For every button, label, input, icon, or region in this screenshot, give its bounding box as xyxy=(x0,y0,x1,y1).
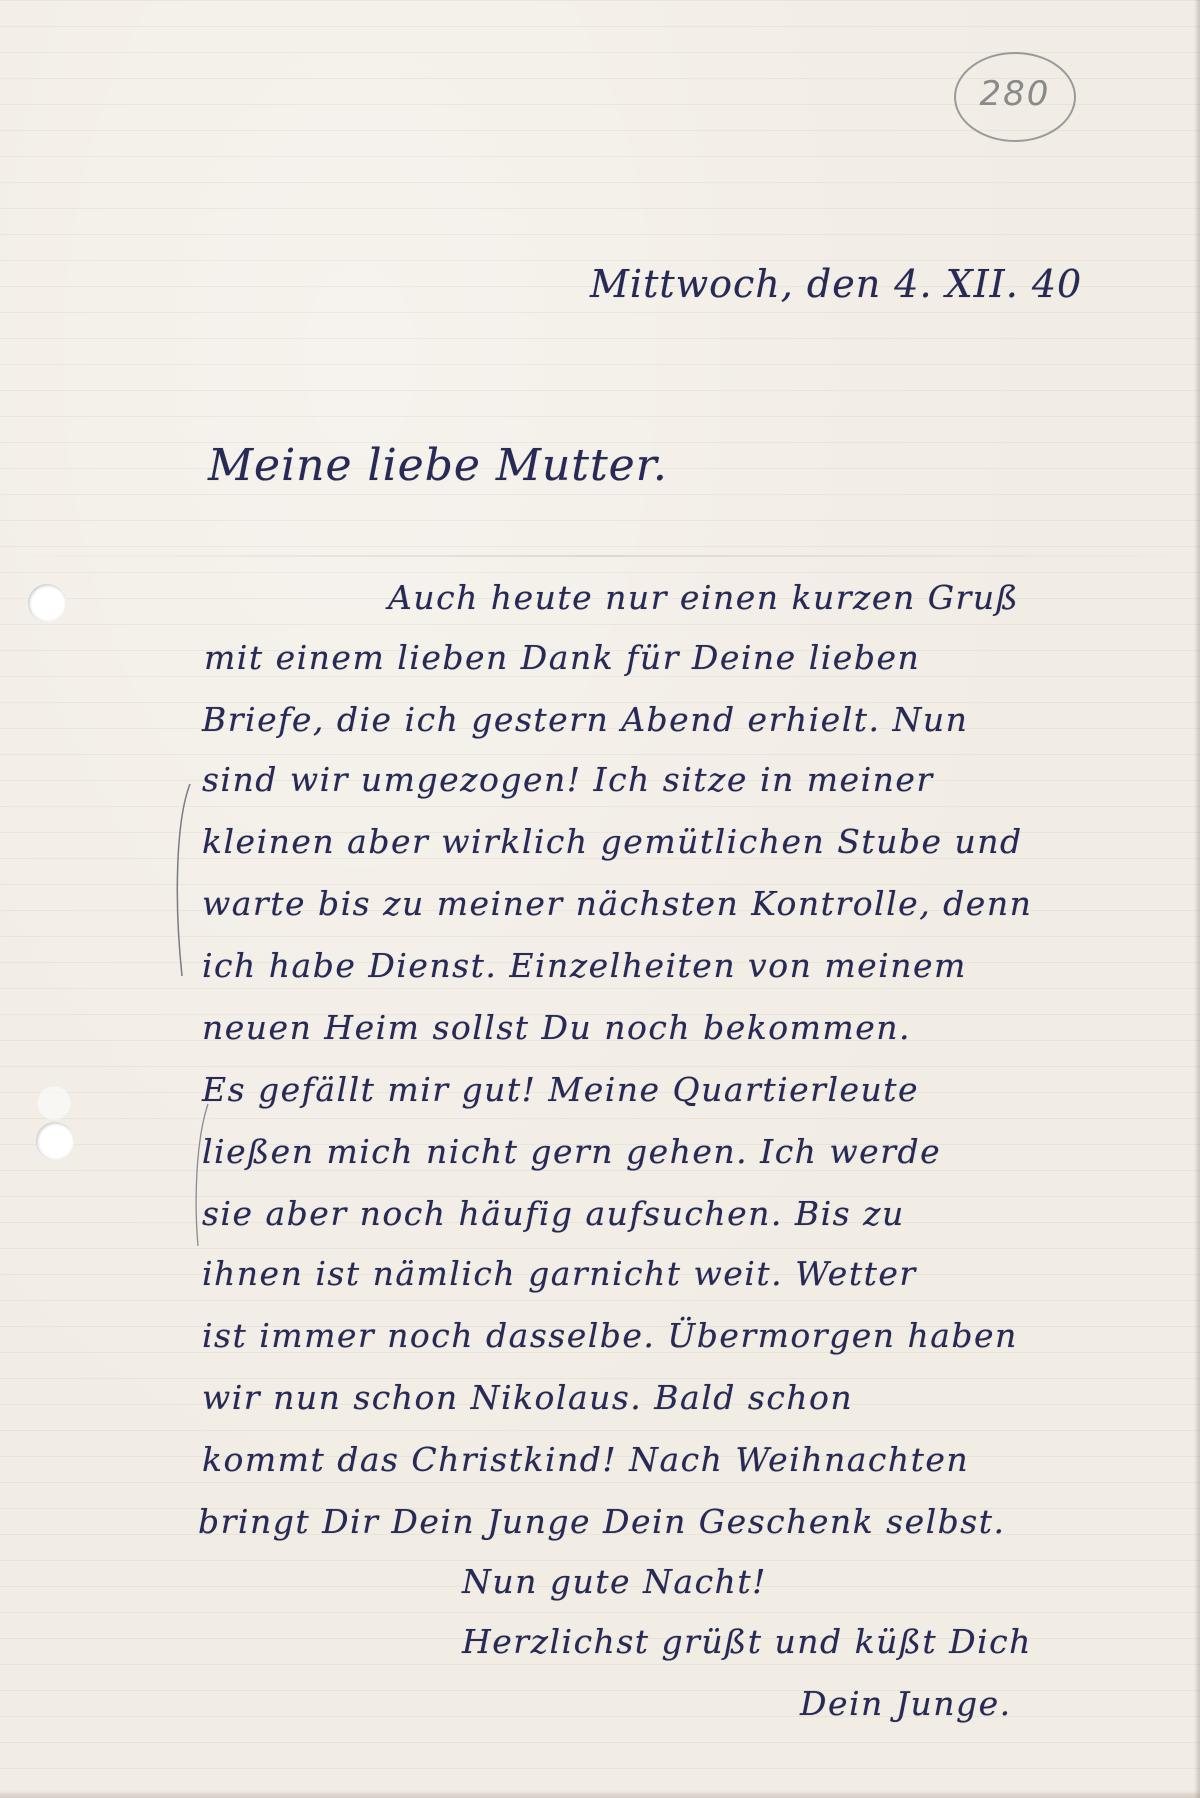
body-line: sie aber noch häufig aufsuchen. Bis zu xyxy=(202,1194,905,1233)
punch-hole-faint xyxy=(36,1085,72,1121)
punch-hole-top xyxy=(28,584,66,622)
body-line: Briefe, die ich gestern Abend erhielt. Nun xyxy=(202,700,969,739)
body-line: Auch heute nur einen kurzen Gruß xyxy=(388,578,1020,617)
body-line: ließen mich nicht gern gehen. Ich werde xyxy=(202,1132,942,1171)
page-right-edge xyxy=(1194,0,1200,1798)
body-line: bringt Dir Dein Junge Dein Geschenk selbst. xyxy=(198,1502,1006,1541)
closing-greeting: Herzlichst grüßt und küßt Dich xyxy=(462,1622,1032,1661)
body-line: kommt das Christkind! Nach Weihnachten xyxy=(202,1440,970,1479)
body-line: sind wir umgezogen! Ich sitze in meiner xyxy=(202,760,934,799)
letter-salutation: Meine liebe Mutter. xyxy=(208,440,668,491)
body-line: ist immer noch dasselbe. Übermorgen haben xyxy=(202,1316,1018,1355)
body-line: kleinen aber wirklich gemütlichen Stube und xyxy=(202,822,1023,861)
punch-hole-bottom xyxy=(36,1122,74,1160)
body-line: ich habe Dienst. Einzelheiten von meinem xyxy=(202,946,967,985)
page-bottom-edge xyxy=(0,1790,1200,1798)
body-line: neuen Heim sollst Du noch bekommen. xyxy=(202,1008,911,1047)
body-line: warte bis zu meiner nächsten Kontrolle, denn xyxy=(202,884,1033,923)
body-line: Es gefällt mir gut! Meine Quartierleute xyxy=(202,1070,920,1109)
body-line: ihnen ist nämlich garnicht weit. Wetter xyxy=(202,1254,917,1293)
closing-signature: Dein Junge. xyxy=(800,1684,1012,1723)
letter-date: Mittwoch, den 4. XII. 40 xyxy=(590,262,1083,306)
closing-good-night: Nun gute Nacht! xyxy=(462,1562,767,1601)
archive-number-stamp xyxy=(952,48,1078,146)
archive-number: 280 xyxy=(979,74,1051,114)
body-line: mit einem lieben Dank für Deine lieben xyxy=(204,638,921,677)
margin-bracket-mark xyxy=(168,780,198,980)
body-line: wir nun schon Nikolaus. Bald schon xyxy=(202,1378,854,1417)
paper-fold-line xyxy=(0,555,1200,557)
